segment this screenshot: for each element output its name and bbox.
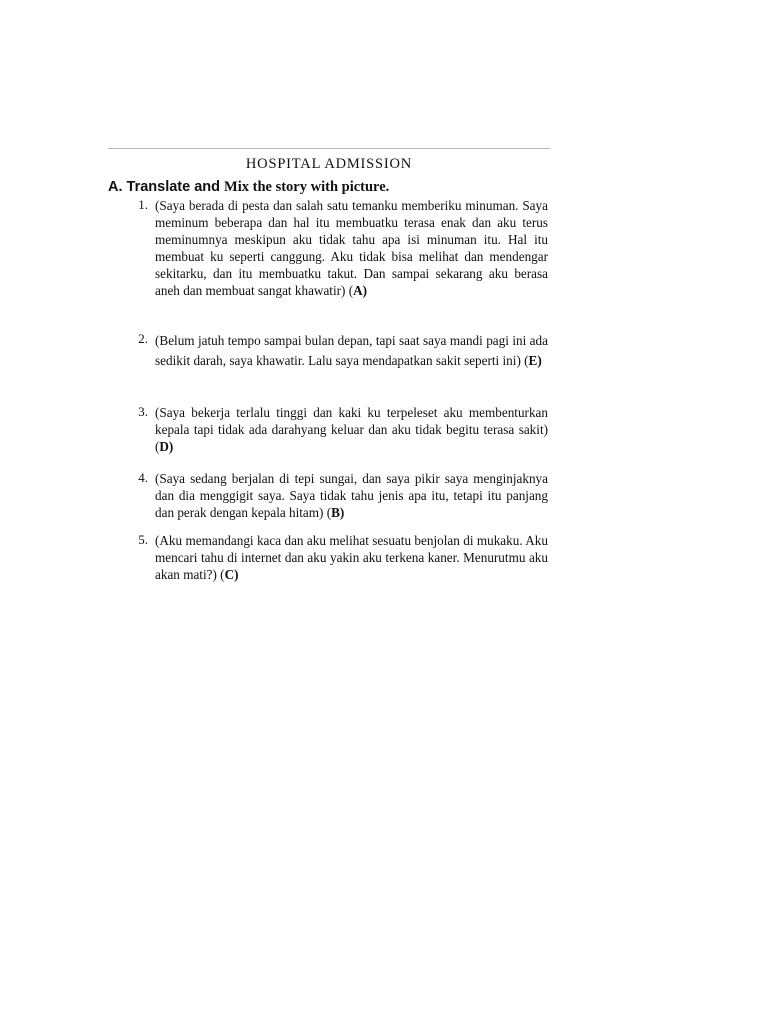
section-heading-part1: A. Translate and — [108, 179, 225, 195]
item-number: 5. — [138, 532, 148, 547]
item-number: 2. — [138, 331, 148, 346]
item-number: 4. — [138, 470, 148, 485]
item-answer: B) — [331, 505, 345, 521]
item-body: (Aku memandangi kaca dan aku melihat sesuatu benjolan di mukaku. Aku mencari tahu di internet dan aku yakin aku terkena kaner. Menurutmu aku akan mati?) ( — [155, 533, 548, 583]
section-heading-part2: Mix the story with picture. — [224, 179, 390, 195]
item-answer: E) — [528, 352, 542, 368]
item-answer: C) — [224, 567, 239, 583]
item-text — [155, 331, 548, 370]
item-body: (Saya sedang berjalan di tepi sungai, dan saya pikir saya menginjaknya dan dia menggigit saya. Saya tidak tahu jenis apa itu, tetapi itu panjang dan perak dengan kepala hitam) ( — [155, 471, 548, 521]
page-title: HOSPITAL ADMISSION — [245, 156, 413, 172]
top-divider — [108, 148, 550, 149]
item-answer: D) — [159, 439, 174, 455]
section-heading — [108, 179, 558, 196]
item-answer: A) — [353, 283, 368, 299]
item-number: 1. — [138, 197, 148, 212]
item-number: 3. — [138, 404, 148, 419]
item-text — [155, 532, 548, 583]
item-body: (Belum jatuh tempo sampai bulan depan, tapi saat saya mandi pagi ini ada sedikit darah, saya khawatir. Lalu saya mendapatkan sakit seperti ini) ( — [155, 333, 548, 368]
item-text — [155, 197, 548, 300]
item-text — [155, 470, 548, 521]
item-text — [155, 404, 548, 455]
item-body: (Saya berada di pesta dan salah satu temanku memberiku minuman. Saya meminum beberapa dan hal itu membuatku terasa enak dan aku terus meminumnya meskipun aku tidak tahu apa isi minuman itu. Hal itu membuat ku seperti canggung. Aku tidak bisa melihat dan mendengar sekitarku, dan itu membuatku takut. Dan sampai sekarang aku berasa aneh dan membuat sangat khawatir) ( — [155, 198, 548, 299]
item-body: (Saya bekerja terlalu tinggi dan kaki ku terpeleset aku membenturkan kepala tapi tidak ada darahyang keluar dan aku tidak begitu terasa sakit) ( — [155, 405, 548, 455]
